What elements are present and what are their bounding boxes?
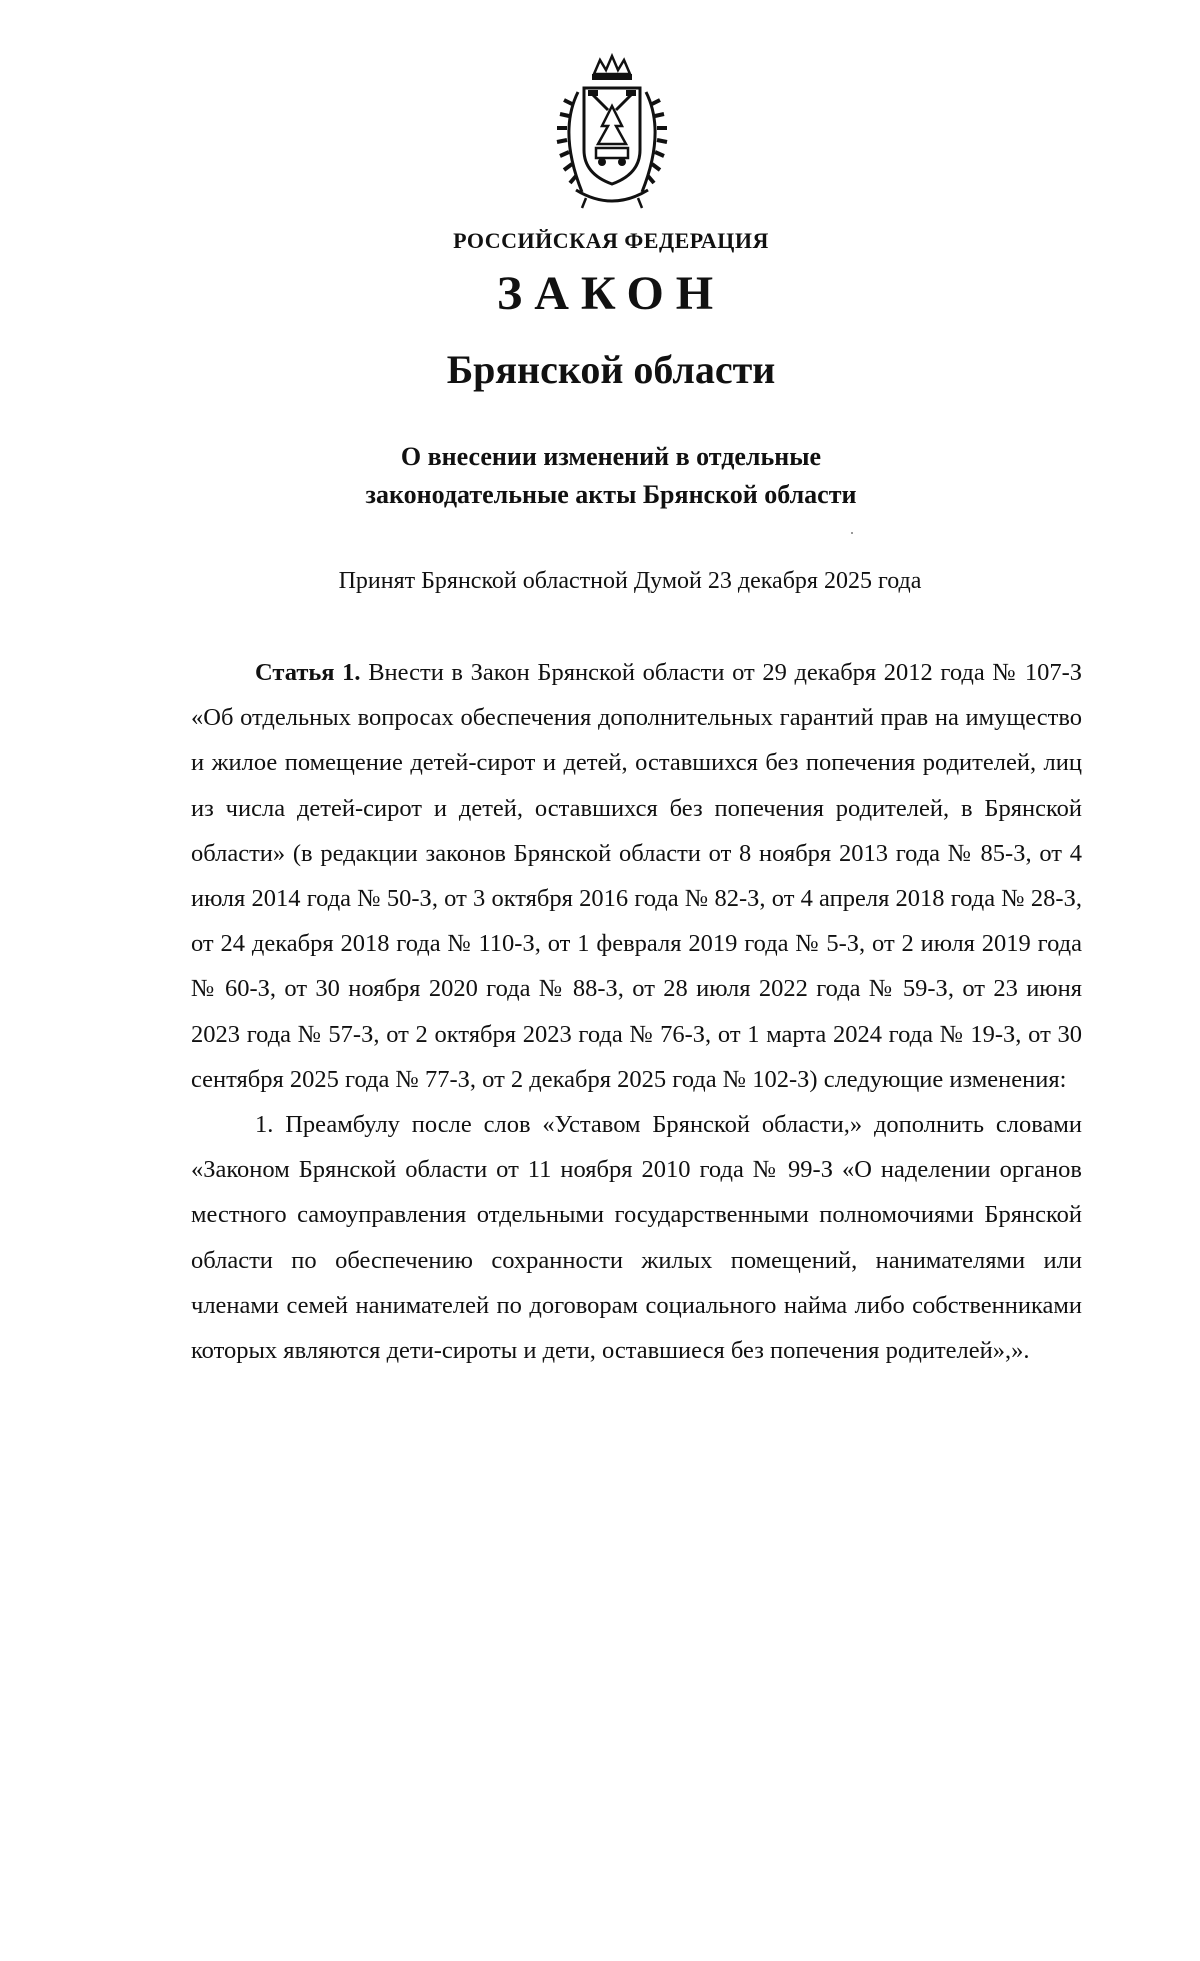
region-heading: Брянской области xyxy=(446,347,776,392)
law-subject-line-2: законодательные акты Брянской области xyxy=(365,480,857,509)
adoption-statement: Принят Брянской областной Думой 23 декабря 2025 года xyxy=(338,568,922,594)
article-1-item-1: 1. Преамбулу после слов «Уставом Брянской области,» дополнить словами «Законом Брянской области от 11 ноября 2010 года № 99-З «О наделении органов местного самоуправления отдельными государственными полномочиями Брянской области по обеспечению сохранности жилых помещений, нанимателями или членами семей нанимателей по договорам социального найма либо собственниками которых являются дети-сироты и дети, оставшиеся без попечения родителей»,». xyxy=(191,1111,1082,1365)
scan-speck xyxy=(851,532,853,534)
law-title: ЗАКОН xyxy=(496,267,726,320)
article-1-paragraph xyxy=(191,650,1082,1102)
coat-of-arms-icon xyxy=(542,52,682,214)
law-subject xyxy=(0,438,1200,514)
article-1-label: Статья 1. xyxy=(255,659,361,686)
law-body xyxy=(191,650,1082,1373)
country-heading: РОССИЙСКАЯ ФЕДЕРАЦИЯ xyxy=(453,228,769,253)
law-subject-line-1: О внесении изменений в отдельные xyxy=(400,442,822,471)
article-1-text: Внести в Закон Брянской области от 29 декабря 2012 года № 107-З «Об отдельных вопросах обеспечения дополнительных гарантий прав на имущество и жилое помещение детей-сирот и детей, оставшихся без попечения родителей, лиц из числа детей-сирот и детей, оставшихся без попечения родителей, в Брянской области» (в редакции законов Брянской области от 8 ноября 2013 года № 85-З, от 4 июля 2014 года № 50-З, от 3 октября 2016 года № 82-З, от 4 апреля 2018 года № 28-З, от 24 декабря 2018 года № 110-З, от 1 февраля 2019 года № 5-З, от 2 июля 2019 года № 60-З, от 30 ноября 2020 года № 88-З, от 28 июля 2022 года № 59-З, от 23 июня 2023 года № 57-З, от 2 октября 2023 года № 76-З, от 1 марта 2024 года № 19-З, от 30 сентября 2025 года № 77-З, от 2 декабря 2025 года № 102-З) следующие изменения: xyxy=(191,659,1083,1093)
